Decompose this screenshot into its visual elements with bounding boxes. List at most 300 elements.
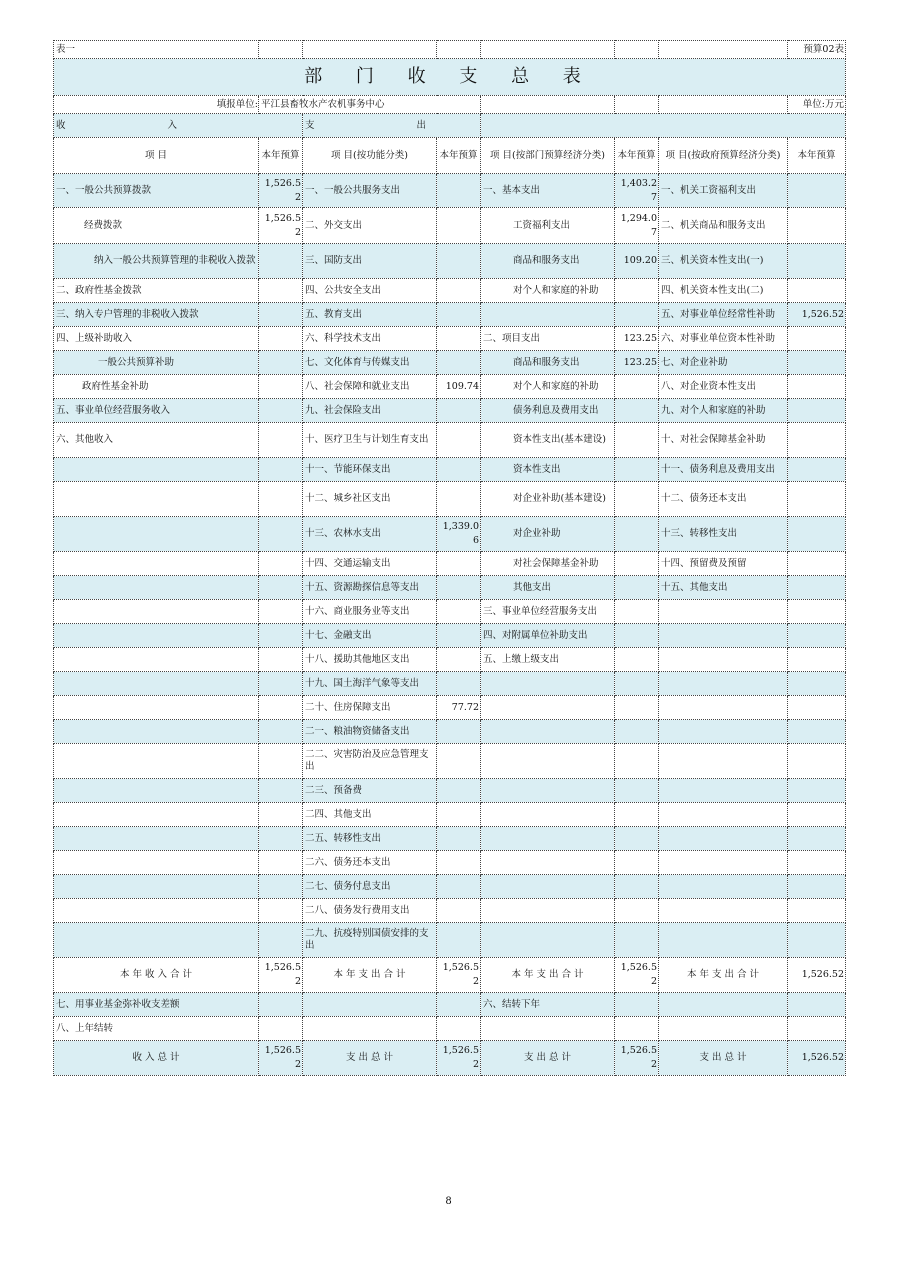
table-row: [54, 576, 846, 600]
budget-cell: [615, 399, 659, 423]
item-cell: [481, 672, 615, 696]
table-cell: [437, 1017, 481, 1041]
table-row: [54, 423, 846, 458]
budget-cell: [259, 517, 303, 552]
table-row: [54, 552, 846, 576]
budget-cell: [788, 899, 846, 923]
table-row: [54, 803, 846, 827]
item-cell: 一、一般公共预算拨款: [54, 174, 259, 208]
item-cell: [659, 720, 788, 744]
item-cell: [54, 482, 259, 517]
table-row: [54, 482, 846, 517]
budget-cell: [615, 779, 659, 803]
item-cell: [659, 672, 788, 696]
item-cell: 五、事业单位经营服务收入: [54, 399, 259, 423]
unit-label: 填报单位:: [54, 96, 259, 114]
item-cell: 九、对个人和家庭的补助: [659, 399, 788, 423]
budget-cell: [788, 351, 846, 375]
budget-cell: [615, 803, 659, 827]
expense-total-label: 支 出 总 计: [303, 1041, 437, 1076]
budget-cell: 1,526.52: [615, 958, 659, 993]
table-row: [54, 744, 846, 779]
budget-cell: [437, 672, 481, 696]
budget-cell: 1,339.06: [437, 517, 481, 552]
budget-cell: [259, 244, 303, 279]
column-header-row: [54, 138, 846, 174]
item-cell: 七、用事业基金弥补收支差额: [54, 993, 259, 1017]
expense-total-label: 支 出 总 计: [481, 1041, 615, 1076]
budget-cell: [788, 672, 846, 696]
table-row: [54, 517, 846, 552]
budget-cell: [615, 279, 659, 303]
budget-cell: [788, 399, 846, 423]
item-cell: 六、对事业单位资本性补助: [659, 327, 788, 351]
budget-cell: [615, 423, 659, 458]
table-row: [54, 827, 846, 851]
budget-cell: [615, 672, 659, 696]
budget-cell: [615, 303, 659, 327]
item-cell: 二、机关商品和服务支出: [659, 208, 788, 244]
budget-cell: [259, 375, 303, 399]
budget-cell: [615, 517, 659, 552]
table-row: [54, 720, 846, 744]
item-cell: 十四、预留费及预留: [659, 552, 788, 576]
item-cell: 十、医疗卫生与计划生育支出: [303, 423, 437, 458]
item-cell: 五、对事业单位经常性补助: [659, 303, 788, 327]
budget-cell: [259, 458, 303, 482]
budget-cell: [259, 803, 303, 827]
item-cell: [54, 720, 259, 744]
budget-cell: 1,403.27: [615, 174, 659, 208]
budget-cell: [615, 744, 659, 779]
item-cell: 十一、节能环保支出: [303, 458, 437, 482]
budget-cell: [259, 696, 303, 720]
budget-cell: [437, 779, 481, 803]
budget-cell: [615, 624, 659, 648]
item-cell: [481, 923, 615, 958]
budget-cell: [437, 624, 481, 648]
budget-cell: [615, 648, 659, 672]
table-row: [54, 399, 846, 423]
table-row: [54, 208, 846, 244]
income-section-label: 收: [56, 119, 66, 131]
item-cell: 一、机关工资福利支出: [659, 174, 788, 208]
item-cell: 一、基本支出: [481, 174, 615, 208]
table-row: [54, 851, 846, 875]
item-cell: 九、社会保险支出: [303, 399, 437, 423]
budget-cell: [437, 744, 481, 779]
budget-cell: [259, 851, 303, 875]
table-row: [54, 327, 846, 351]
item-cell: 十七、金融支出: [303, 624, 437, 648]
budget-cell: [259, 279, 303, 303]
currency-unit: 单位:万元: [788, 96, 846, 114]
item-cell: 二一、粮油物资储备支出: [303, 720, 437, 744]
item-cell: [659, 923, 788, 958]
table-cell: [788, 993, 846, 1017]
item-cell: [54, 552, 259, 576]
item-cell: 对社会保障基金补助: [481, 552, 615, 576]
item-cell: 七、对企业补助: [659, 351, 788, 375]
item-cell: 商品和服务支出: [481, 351, 615, 375]
item-cell: [54, 672, 259, 696]
item-cell: 二、外交支出: [303, 208, 437, 244]
budget-cell: [437, 482, 481, 517]
item-cell: 其他支出: [481, 576, 615, 600]
budget-cell: [788, 744, 846, 779]
budget-cell: [788, 624, 846, 648]
item-cell: [659, 600, 788, 624]
budget-cell: [437, 279, 481, 303]
table-row: [54, 875, 846, 899]
budget-cell: [437, 244, 481, 279]
table-row: [54, 303, 846, 327]
item-cell: [54, 851, 259, 875]
budget-cell: [788, 552, 846, 576]
budget-cell: [788, 174, 846, 208]
item-cell: 三、事业单位经营服务支出: [481, 600, 615, 624]
budget-cell: [615, 552, 659, 576]
item-cell: 十五、其他支出: [659, 576, 788, 600]
item-cell: 三、纳入专户管理的非税收入拨款: [54, 303, 259, 327]
item-cell: [54, 624, 259, 648]
item-cell: 四、对附属单位补助支出: [481, 624, 615, 648]
item-cell: 十四、交通运输支出: [303, 552, 437, 576]
budget-cell: [259, 672, 303, 696]
item-cell: 四、上级补助收入: [54, 327, 259, 351]
item-cell: [481, 779, 615, 803]
budget-cell: [615, 720, 659, 744]
budget-cell: [259, 648, 303, 672]
item-cell: [54, 827, 259, 851]
table-row: [54, 375, 846, 399]
item-cell: 二十、住房保障支出: [303, 696, 437, 720]
col-func: 项 目(按功能分类): [303, 138, 437, 174]
budget-cell: 123.25: [615, 327, 659, 351]
budget-cell: [259, 899, 303, 923]
item-cell: 二八、债务发行费用支出: [303, 899, 437, 923]
table-row: [54, 244, 846, 279]
budget-cell: [788, 208, 846, 244]
table-row: [54, 696, 846, 720]
item-cell: 十一、债务利息及费用支出: [659, 458, 788, 482]
budget-cell: 1,526.52: [788, 1041, 846, 1076]
item-cell: [54, 744, 259, 779]
budget-cell: [259, 827, 303, 851]
budget-cell: [437, 899, 481, 923]
col-item: 项 目: [54, 138, 259, 174]
table-cell: [259, 1017, 303, 1041]
item-cell: [659, 779, 788, 803]
budget-cell: [788, 244, 846, 279]
budget-cell: [788, 482, 846, 517]
item-cell: 对企业补助(基本建设): [481, 482, 615, 517]
budget-cell: [259, 482, 303, 517]
budget-cell: [615, 458, 659, 482]
item-cell: 对个人和家庭的补助: [481, 375, 615, 399]
budget-cell: [259, 303, 303, 327]
budget-cell: 109.74: [437, 375, 481, 399]
table-row: [54, 672, 846, 696]
item-cell: 二三、预备费: [303, 779, 437, 803]
item-cell: 纳入一般公共预算管理的非税收入拨款: [54, 244, 259, 279]
item-cell: 七、文化体育与传媒支出: [303, 351, 437, 375]
item-cell: [659, 899, 788, 923]
expense-year-total-label: 本 年 支 出 合 计: [303, 958, 437, 993]
budget-cell: [437, 174, 481, 208]
item-cell: 债务利息及费用支出: [481, 399, 615, 423]
table-cell: [481, 1017, 615, 1041]
budget-cell: [615, 851, 659, 875]
item-cell: 十二、债务还本支出: [659, 482, 788, 517]
item-cell: 十五、资源勘探信息等支出: [303, 576, 437, 600]
budget-cell: [788, 458, 846, 482]
item-cell: [481, 851, 615, 875]
budget-cell: [437, 303, 481, 327]
budget-cell: [259, 875, 303, 899]
item-cell: 政府性基金补助: [54, 375, 259, 399]
item-cell: 对企业补助: [481, 517, 615, 552]
budget-cell: [788, 720, 846, 744]
budget-cell: [437, 923, 481, 958]
table-cell: [437, 993, 481, 1017]
item-cell: 一般公共预算补助: [54, 351, 259, 375]
budget-cell: [259, 600, 303, 624]
table-row: [54, 600, 846, 624]
item-cell: [54, 803, 259, 827]
item-cell: [54, 517, 259, 552]
col-dept-econ: 项 目(按部门预算经济分类): [481, 138, 615, 174]
expense-section-label: 支: [305, 119, 315, 131]
table-row: [54, 279, 846, 303]
budget-cell: 1,526.52: [259, 208, 303, 244]
table-cell: [615, 993, 659, 1017]
item-cell: [659, 827, 788, 851]
budget-cell: 1,526.52: [788, 958, 846, 993]
item-cell: [54, 696, 259, 720]
item-cell: [659, 696, 788, 720]
table-cell: [303, 993, 437, 1017]
budget-cell: [259, 576, 303, 600]
item-cell: 二九、抗疫特别国债安排的支出: [303, 923, 437, 958]
budget-cell: [788, 851, 846, 875]
expense-total-label: 支 出 总 计: [659, 1041, 788, 1076]
col-budget: 本年预算: [437, 138, 481, 174]
table-cell: [259, 993, 303, 1017]
table-cell: [303, 1017, 437, 1041]
budget-cell: [437, 851, 481, 875]
item-cell: [481, 827, 615, 851]
budget-cell: [615, 899, 659, 923]
item-cell: [54, 923, 259, 958]
item-cell: 十六、商业服务业等支出: [303, 600, 437, 624]
budget-cell: [259, 552, 303, 576]
item-cell: 工资福利支出: [481, 208, 615, 244]
budget-cell: [615, 600, 659, 624]
item-cell: 二、政府性基金拨款: [54, 279, 259, 303]
budget-cell: [615, 696, 659, 720]
item-cell: [481, 696, 615, 720]
grand-total-row: [54, 1041, 846, 1076]
budget-cell: [615, 482, 659, 517]
budget-cell: [615, 375, 659, 399]
item-cell: [481, 744, 615, 779]
budget-cell: [437, 423, 481, 458]
budget-cell: [788, 779, 846, 803]
budget-cell: 123.25: [615, 351, 659, 375]
year-total-row: [54, 958, 846, 993]
budget-cell: 1,526.52: [437, 1041, 481, 1076]
item-cell: 二七、债务付息支出: [303, 875, 437, 899]
table-row: [54, 624, 846, 648]
budget-cell: [615, 923, 659, 958]
item-cell: 八、上年结转: [54, 1017, 259, 1041]
table-row: [54, 899, 846, 923]
income-year-total-label: 本 年 收 入 合 计: [54, 958, 259, 993]
item-cell: [54, 600, 259, 624]
item-cell: 二四、其他支出: [303, 803, 437, 827]
budget-cell: [437, 803, 481, 827]
item-cell: [54, 576, 259, 600]
col-budget: 本年预算: [788, 138, 846, 174]
col-budget: 本年预算: [259, 138, 303, 174]
item-cell: [481, 303, 615, 327]
table-row: [54, 779, 846, 803]
item-cell: [481, 875, 615, 899]
budget-cell: [437, 458, 481, 482]
item-cell: 资本性支出: [481, 458, 615, 482]
table-row: [54, 1017, 846, 1041]
item-cell: 资本性支出(基本建设): [481, 423, 615, 458]
item-cell: [54, 458, 259, 482]
item-cell: 三、国防支出: [303, 244, 437, 279]
table-row: [54, 923, 846, 958]
item-cell: 二、项目支出: [481, 327, 615, 351]
budget-cell: [788, 327, 846, 351]
col-gov-econ: 项 目(按政府预算经济分类): [659, 138, 788, 174]
budget-cell: [788, 517, 846, 552]
income-total-label: 收 入 总 计: [54, 1041, 259, 1076]
budget-cell: [259, 720, 303, 744]
budget-cell: [259, 399, 303, 423]
table-row: [54, 351, 846, 375]
budget-cell: [788, 279, 846, 303]
budget-cell: [788, 423, 846, 458]
item-cell: [659, 851, 788, 875]
budget-cell: [788, 576, 846, 600]
item-cell: [481, 803, 615, 827]
item-cell: 十三、农林水支出: [303, 517, 437, 552]
item-cell: [659, 875, 788, 899]
table-row: [54, 174, 846, 208]
budget-cell: [437, 720, 481, 744]
item-cell: [481, 899, 615, 923]
item-cell: [659, 803, 788, 827]
item-cell: 六、其他收入: [54, 423, 259, 458]
budget-cell: 1,526.52: [259, 1041, 303, 1076]
budget-cell: [437, 327, 481, 351]
budget-cell: [437, 648, 481, 672]
budget-cell: [259, 779, 303, 803]
budget-cell: [615, 875, 659, 899]
item-cell: 对个人和家庭的补助: [481, 279, 615, 303]
budget-cell: 1,526.52: [259, 958, 303, 993]
item-cell: 十九、国土海洋气象等支出: [303, 672, 437, 696]
item-cell: [54, 899, 259, 923]
budget-cell: [259, 351, 303, 375]
item-cell: 五、教育支出: [303, 303, 437, 327]
table-cell: [659, 1017, 788, 1041]
table-number: 表一: [54, 41, 259, 59]
budget-cell: [788, 923, 846, 958]
table-row: [54, 993, 846, 1017]
item-cell: [659, 624, 788, 648]
budget-cell: [788, 375, 846, 399]
table-cell: [659, 993, 788, 1017]
budget-cell: [437, 875, 481, 899]
item-cell: 十二、城乡社区支出: [303, 482, 437, 517]
budget-cell: [437, 827, 481, 851]
item-cell: 二五、转移性支出: [303, 827, 437, 851]
budget-number: 预算02表: [788, 41, 846, 59]
expense-year-total-label: 本 年 支 出 合 计: [481, 958, 615, 993]
budget-cell: 1,526.52: [437, 958, 481, 993]
budget-cell: [788, 803, 846, 827]
budget-cell: [788, 827, 846, 851]
budget-cell: [259, 624, 303, 648]
item-cell: [659, 744, 788, 779]
budget-cell: [437, 576, 481, 600]
page-number: 8: [445, 1196, 452, 1207]
unit-name: 平江县畜牧水产农机事务中心: [259, 96, 481, 114]
item-cell: 二六、债务还本支出: [303, 851, 437, 875]
budget-cell: 1,526.52: [615, 1041, 659, 1076]
budget-cell: [437, 208, 481, 244]
item-cell: [54, 648, 259, 672]
item-cell: 十八、援助其他地区支出: [303, 648, 437, 672]
budget-cell: [788, 648, 846, 672]
budget-cell: [615, 576, 659, 600]
item-cell: [659, 648, 788, 672]
budget-cell: [615, 827, 659, 851]
budget-cell: [259, 327, 303, 351]
budget-cell: [259, 744, 303, 779]
budget-cell: 77.72: [437, 696, 481, 720]
budget-cell: [437, 399, 481, 423]
budget-cell: 109.20: [615, 244, 659, 279]
budget-cell: [788, 875, 846, 899]
col-budget: 本年预算: [615, 138, 659, 174]
item-cell: [481, 720, 615, 744]
budget-cell: 1,526.52: [788, 303, 846, 327]
item-cell: 六、结转下年: [481, 993, 615, 1017]
item-cell: [54, 779, 259, 803]
table-row: [54, 458, 846, 482]
budget-table: 表一 预算02表 部 门 收 支 总 表 填报单位: 平江县畜牧水产农机事务中心 单位:万元 收 入 支 出 项 目 本年预算 项 目(按功能分类) 本年预算 项 目(按部门预算经济分类) 本年预算 项 目(按政府预算经济分类) 本年预算 一、一般公共预算拨款 1,526.52 一、一般公共服务支出 一、基本支出 1,403.27 一、机关工资福利支出 经费拨款 1,526.52 二、外交支出 工资福利支出 1,294.07 二、机关商品和服务支出 纳入一般公共预算管理的非税收入拨款 三、国防支出 商品和服务支出 109.20 三、机关资本性支出(一) 二、政府性基金拨款 四、公共安全支出 对个人和家庭的补助 四、机关资本性支出(二) 三、纳入专户管理的非税收入拨款 五、教育支出 五、对事业单位经常性补助 1,526.52 四、上级补助收入 六、科学技术支出 二、项目支出 123.25 六、对事业单位资本性补助 一般公共预算补助 七、文化体育与传媒支出 商品和服务支出 123.25 七、对企业补助 政府性基金补助 八、社会保障和就业支出 109.74 对个人和家庭的补助 八、对企业资本性支出 五、事业单位经营服务收入 九、社会保险支出 债务利息及费用支出 九、对个人和家庭的补助 六、其他收入 十、医疗卫生与计划生育支出 资本性支出(基本建设) 十、对社会保障基金补助 十一、节能环保支出 资本性支出 十一、债务利息及费用支出 十二、城乡社区支出 对企业补助(基本建设) 十二、债务还本支出 十三、农林水支出 1,339.06 对企业补助 十三、转移性支出 十四、交通运输支出 对社会保障基金补助 十四、预留费及预留 十五、资源勘探信息等支出 其他支出 十五、其他支出 十六、商业服务业等支出 三、事业单位经营服务支出 十七、金融支出 四、对附属单位补助支出 十八、援助其他地区支出 五、上缴上级支出 十九、国土海洋气象等支出 二十、住房保障支出 77.72 二一、粮油物资储备支出 二二、灾害防治及应急管理支出 二三、预备费 二四、其他支出 二五、转移性支出 二六、债务还本支出 二七、债务付息支出 二八、债务发行费用支出 二九、抗疫特别国债安排的支出 本 年 收 入 合 计 1,526.52 本 年 支 出 合 计 1,526.52 本 年 支 出 合 计 1,526.52 本 年 支 出 合 计 1,526.52 七、用事业基金弥补收支差额 六、结转下年 八、上年结转 收 入 总 计 1,526.52 支 出 总 计 1,526.52 支 出 总 计 1,526.52 支 出 总 计 1,526.52: [53, 40, 846, 1076]
item-cell: 二二、灾害防治及应急管理支出: [303, 744, 437, 779]
budget-cell: [259, 923, 303, 958]
budget-cell: [788, 696, 846, 720]
table-row: [54, 648, 846, 672]
item-cell: 经费拨款: [54, 208, 259, 244]
item-cell: 八、社会保障和就业支出: [303, 375, 437, 399]
budget-cell: [437, 351, 481, 375]
budget-cell: [437, 552, 481, 576]
item-cell: 八、对企业资本性支出: [659, 375, 788, 399]
item-cell: 十三、转移性支出: [659, 517, 788, 552]
item-cell: 商品和服务支出: [481, 244, 615, 279]
item-cell: 四、公共安全支出: [303, 279, 437, 303]
